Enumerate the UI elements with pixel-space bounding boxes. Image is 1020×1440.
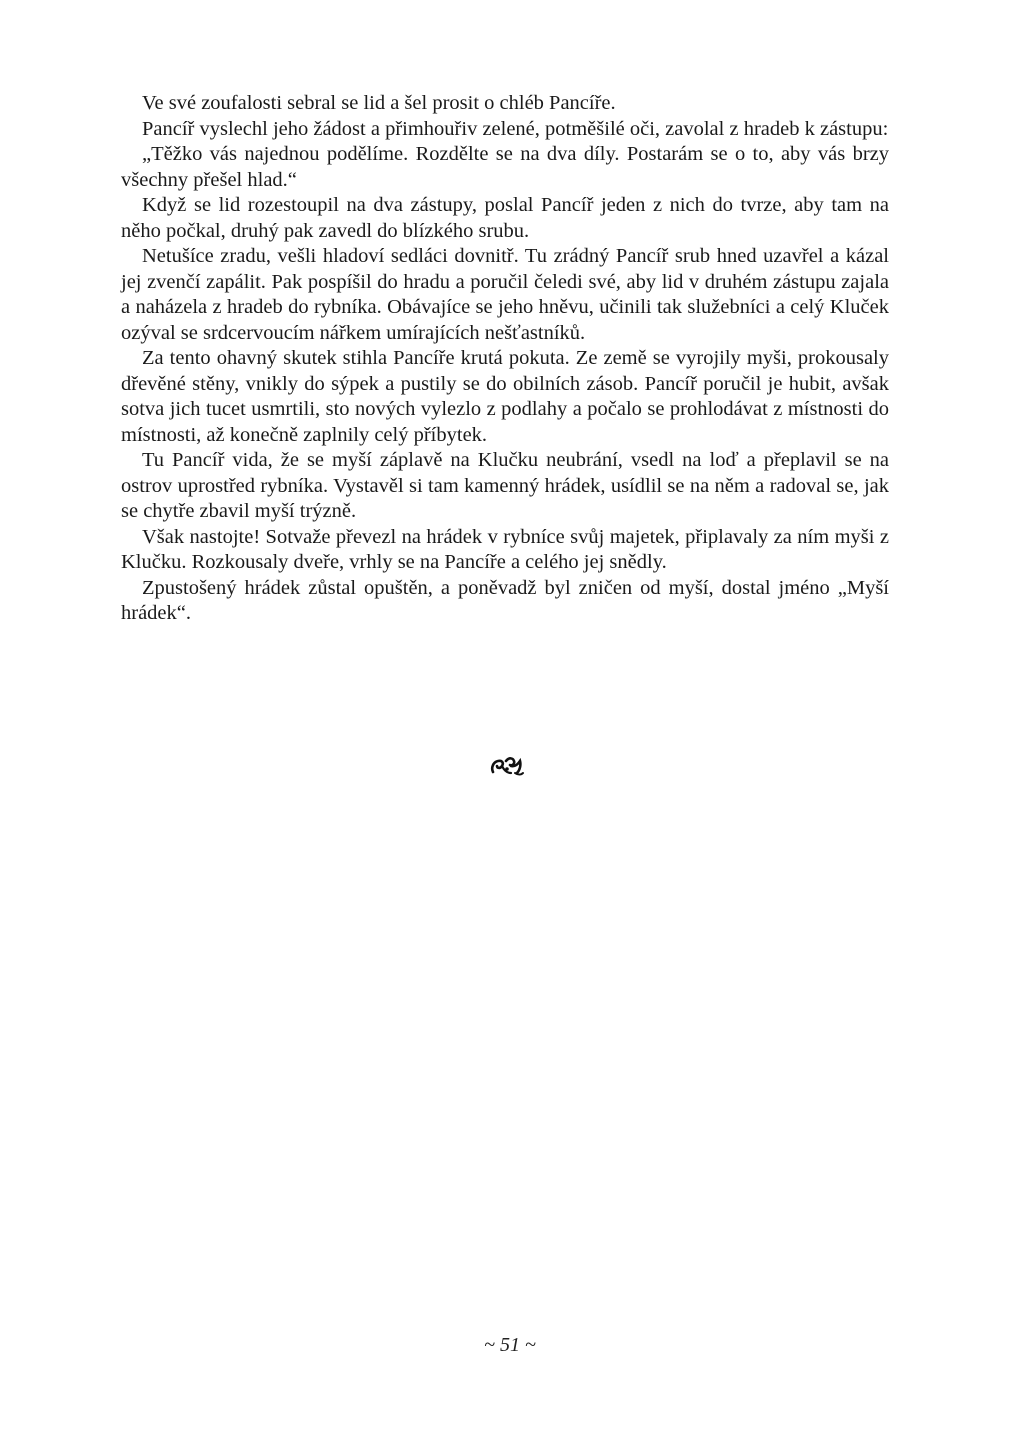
body-text <box>121 91 889 627</box>
page-number: ~ 51 ~ <box>484 1334 536 1356</box>
paragraph-7: Tu Pancíř vida, že se myší záplavě na Klučku neubrání, vsedl na loď a přeplavil se na ostrov uprostřed rybníka. Vystavěl si tam kamenný hrádek, usídlil se na něm a radoval se, jak se chytře zbavil myší trýzně. <box>121 449 889 522</box>
paragraph-1: Ve své zoufalosti sebral se lid a šel prosit o chléb Pancíře. <box>142 92 616 114</box>
paragraph-8: Však nastojte! Sotvaže převezl na hrádek v rybníce svůj majetek, připlavaly za ním myši z Klučku. Rozkousaly dveře, vrhly se na Pancíře a celého jej snědly. <box>121 525 889 573</box>
paragraph-5: Netušíce zradu, vešli hladoví sedláci dovnitř. Tu zrádný Pancíř srub hned uzavřel a kázal jej zvenčí zapálit. Pak pospíšil do hradu a poručil čeledi své, aby lid v druhém zástupu zajala a naházela z hradeb do rybníka. Obávajíce se jeho hněvu, učinili tak služebníci a celý Kluček ozýval se srdcervoucím nářkem umírajících nešťastníků. <box>121 245 889 344</box>
floral-ornament-icon <box>489 754 525 778</box>
paragraph-4: Když se lid rozestoupil na dva zástupy, poslal Pancíř jeden z nich do tvrze, aby tam na něho počkal, druhý pak zavedl do blízkého srubu. <box>121 194 889 242</box>
paragraph-6: Za tento ohavný skutek stihla Pancíře krutá pokuta. Ze země se vyrojily myši, prokousaly dřevěné stěny, vnikly do sýpek a pustily se do obilních zásob. Pancíř poručil je hubit, avšak sotva jich tucet usmrtili, sto nových vylezlo z podlahy a počalo se prohlodávat z místnosti do místnosti, až konečně zaplnily celý příbytek. <box>121 347 889 446</box>
paragraph-2: Pancíř vyslechl jeho žádost a přimhouřiv zelené, potměšilé oči, zavolal z hradeb k zástupu: <box>142 117 889 140</box>
paragraph-3: „Těžko vás najednou podělíme. Rozdělte se na dva díly. Postarám se o to, aby vás brzy všechny přešel hlad.“ <box>121 143 889 191</box>
paragraph-9: Zpustošený hrádek zůstal opuštěn, a poněvadž byl zničen od myší, dostal jméno „Myší hrádek“. <box>121 576 889 624</box>
